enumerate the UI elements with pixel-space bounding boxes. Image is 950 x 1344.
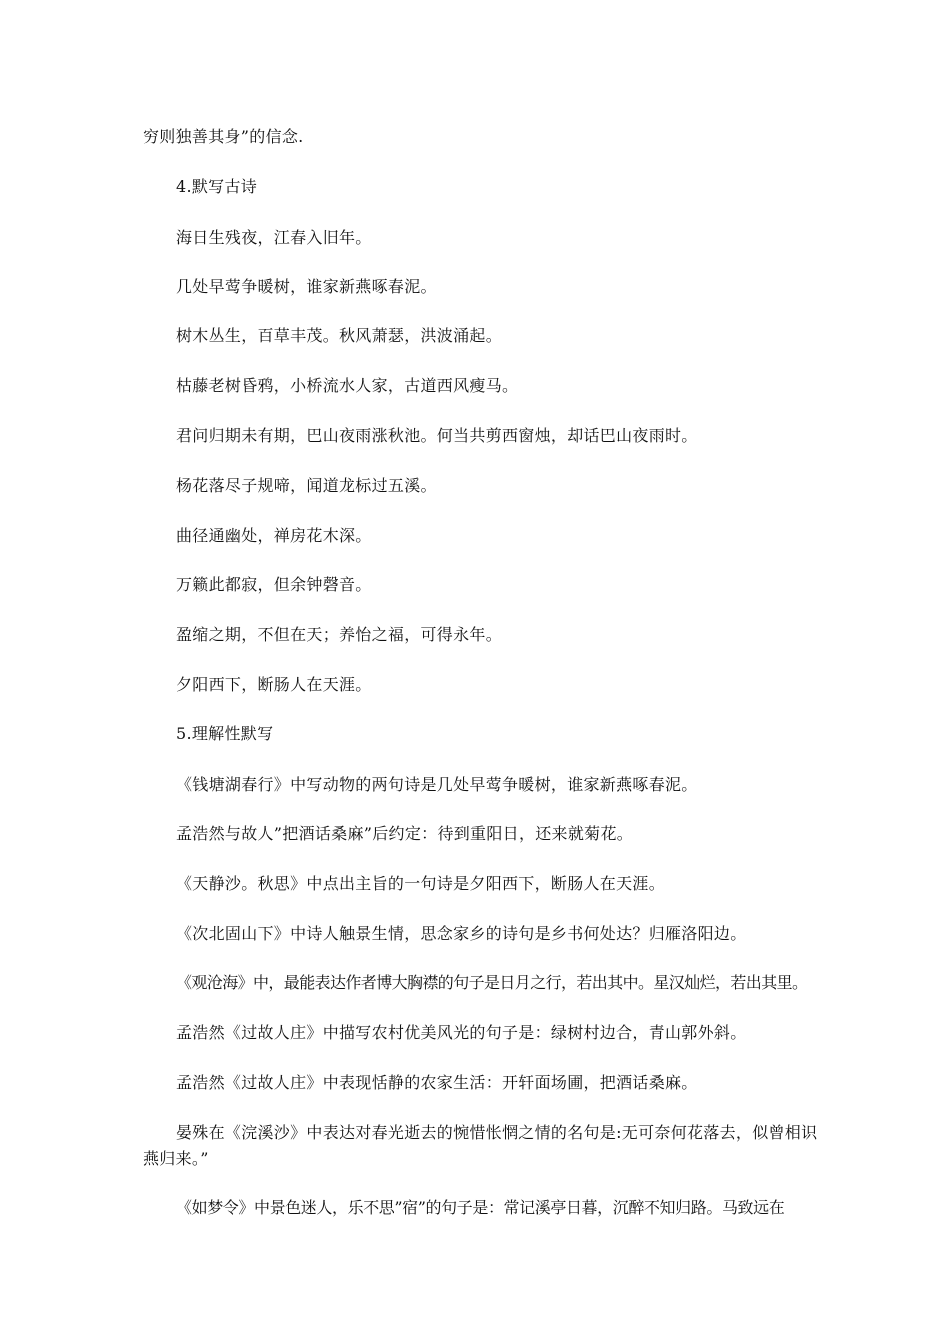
answer-line: 《天静沙。秋思》中点出主旨的一句诗是夕阳西下，断肠人在天涯。: [176, 874, 666, 893]
answer-line: 《次北固山下》中诗人触景生情，思念家乡的诗句是乡书何处达？归雁洛阳边。: [176, 924, 747, 943]
answer-line: 孟浩然与故人”把酒话桑麻”后约定：待到重阳日，还来就菊花。: [176, 824, 634, 843]
answer-line: 《如梦令》中景色迷人，乐不思”宿”的句子是：常记溪亭日暮，沉醉不知归路。马致远在: [176, 1198, 785, 1217]
answer-line: 孟浩然《过故人庄》中描写农村优美风光的句子是：绿树村边合，青山郭外斜。: [176, 1023, 747, 1042]
poem-line: 海日生残夜，江春入旧年。: [176, 228, 372, 247]
answer-line: 孟浩然《过故人庄》中表现恬静的农家生活：开轩面场圃，把酒话桑麻。: [176, 1073, 698, 1092]
answer-line: 《钱塘湖春行》中写动物的两句诗是几处早莺争暖树，谁家新燕啄春泥。: [176, 775, 698, 794]
section-heading-4: 4.默写古诗: [176, 177, 258, 196]
poem-line: 树木丛生，百草丰茂。秋风萧瑟，洪波涌起。: [176, 326, 503, 345]
answer-paragraph: 晏殊在《浣溪沙》中表达对春光逝去的惋惜怅惘之情的名句是:无可奈何花落去，似曾相识燕归来。”: [143, 1123, 818, 1168]
answer-line: 《观沧海》中，最能表达作者博大胸襟的句子是日月之行，若出其中。星汉灿烂，若出其里。: [176, 973, 808, 992]
poem-line: 枯藤老树昏鸦，小桥流水人家，古道西风瘦马。: [176, 376, 519, 395]
poem-line: 几处早莺争暖树，谁家新燕啄春泥。: [176, 277, 437, 296]
poem-line: 盈缩之期，不但在天；养怡之福，可得永年。: [176, 625, 503, 644]
poem-line: 夕阳西下，断肠人在天涯。: [176, 675, 372, 694]
poem-line: 曲径通幽处，禅房花木深。: [176, 526, 372, 545]
paragraph-continuation: 穷则独善其身”的信念.: [143, 127, 304, 146]
section-heading-5: 5.理解性默写: [176, 724, 274, 743]
poem-line: 杨花落尽子规啼，闻道龙标过五溪。: [176, 476, 437, 495]
poem-line: 君问归期未有期，巴山夜雨涨秋池。何当共剪西窗烛，却话巴山夜雨时。: [176, 426, 698, 445]
poem-line: 万籁此都寂，但余钟磬音。: [176, 575, 372, 594]
